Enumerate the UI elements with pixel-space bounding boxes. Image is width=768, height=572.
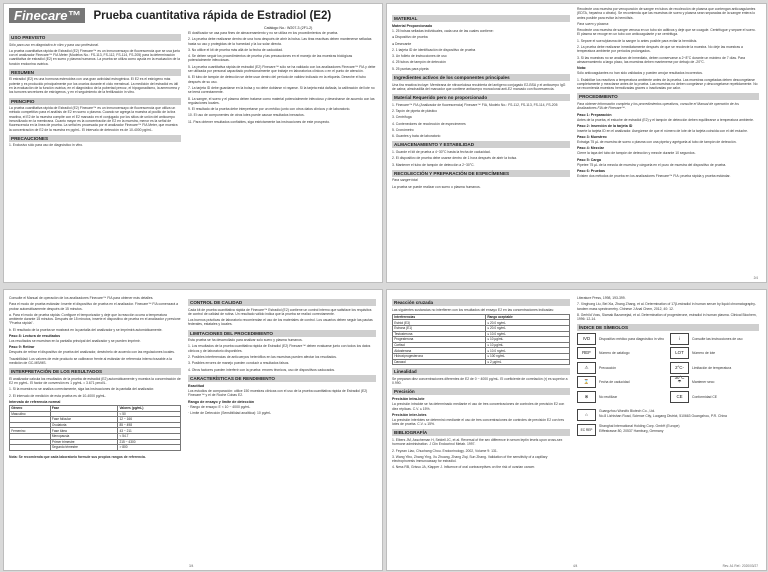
table-cell: ≤ 20.0 ng/mL <box>486 325 570 331</box>
ec-rep-text <box>599 424 679 436</box>
table-cell: ≤ 10 µg/mL <box>486 342 570 348</box>
step-heading: Paso 3: Muestreo <box>577 135 607 140</box>
symbol-row <box>577 347 666 359</box>
paragraph: La prueba cuantitativa rápida de Estradiol (E2) Finecare™ es un inmunoensayo de fluorescencia que utiliza un método competitivo para el análisis de E2 en suero o plasma. Cuando se agrega la muestra al pocillo de la tira reactiva, el E2 de la muestra compite con el E2 marcado en el conjugado por los sitios de unión del anticuerpo inmovilizado en la membrana. Cuanto mayor es la concentración de E2 en la muestra, menor es la señal de fluorescencia en la línea de prueba. La señal es procesada por el analizador Finecare™ FIA Meter, que muestra la concentración de E2 de la muestra en pg/mL. El intervalo de detección es de 10-4000 pg/mL. <box>9 106 178 132</box>
step-text: Antes de la prueba, el estuche de estradiol (E2) y el tampón de detección deben equilibrarse a temperatura ambiente. <box>577 117 754 122</box>
paragraph: Cada kit de prueba cuantitativa rápida de Finecare™ Estradiol (E2) contiene un control interno que satisface los requisitos de control de calidad de rutina. Un resultado válido indica que la prueba se realizó correctamente. <box>188 307 372 316</box>
paragraph: La precisión interlotes se determinó mediante el uso de tres concentraciones de controles de precisión E2 con tres lotes de prueba. C.V. ≤ 15%. <box>392 417 565 427</box>
table-cell: Fase folicular <box>50 417 118 423</box>
finecare-logo: Finecare™ <box>9 8 85 23</box>
paragraph: La prueba se puede realizar con suero o plasma humanos. <box>392 184 481 189</box>
table-cell: Testosterona <box>393 331 486 337</box>
table-cell: Estriol (E3) <box>393 320 486 326</box>
table-cell: Danazol <box>393 359 486 365</box>
italic-paragraph: Para suero y plasma: <box>577 21 610 26</box>
section-heading: Ingredientes activos de los componentes principales <box>392 74 570 81</box>
manufacturer-text <box>599 409 727 421</box>
paragraph: 1. 25 bolsas selladas individuales, cada una de las cuales contiene: <box>392 29 494 33</box>
paragraph: 2. El dispositivo de prueba debe usarse dentro de 1 hora después de abrir la bolsa. <box>392 156 517 161</box>
table-cell: Masculino <box>10 411 51 417</box>
paragraph: 1. Los resultados de la prueba cuantitativa rápida de Estradiol (E2) Finecare™ deben evaluarse junto con todos los datos clínicos y de laboratorio disponibles. <box>188 344 371 353</box>
symbol-icon: LOT <box>670 347 689 359</box>
page-number: 2/4 <box>753 276 758 280</box>
paragraph: 1. Si la muestra no se analiza correctamente, siga las instrucciones de la pantalla del analizador. <box>9 387 155 392</box>
table-cell: Primer trimestre <box>50 439 118 445</box>
table-header-cell: Rango aceptable <box>486 314 570 320</box>
note-heading: Nota: <box>577 66 587 71</box>
italic-paragraph: Para obtener información completa y los procedimientos operativos, consulte el Manual de operación de los Analizadores FIA de Finecare™. <box>577 101 739 111</box>
section-heading: ALMACENAMIENTO Y ESTABILIDAD <box>392 141 570 148</box>
manufacturer-line: Guangzhou Wondfo Biotech Co., Ltd. <box>599 409 656 414</box>
precaution-item: 10. El uso de componentes de otros lotes puede causar resultados inexactos. <box>188 113 305 118</box>
symbol-label: Consulte las instrucciones de uso <box>692 336 743 341</box>
symbol-label: Número de catálogo <box>599 351 630 356</box>
paragraph: b. El resultado de la prueba se mostrará en la pantalla del analizador y se imprimirá automáticamente. <box>9 327 163 332</box>
page-4 <box>386 289 767 571</box>
symbol-label: Fecha de caducidad <box>599 380 630 385</box>
section-heading: BIBLIOGRAFÍA <box>392 429 570 436</box>
symbol-icon: CE <box>670 391 689 403</box>
paragraph: Los estudios de comparación: utilice 150 muestras clínicas con el uso de la prueba cuantitativa rápida de Estradiol (E2) Finecare™ y el de Roche Cobas E2. <box>188 388 368 398</box>
paragraph: Consulte el Manual de operación de los analizadores Finecare™ FIA para obtener más detalles. <box>9 296 154 300</box>
symbol-label: Dispositivo médico para diagnóstico in vitro <box>599 336 665 341</box>
table-header-cell: Fase <box>50 405 118 411</box>
symbol-label: No reutilizar <box>599 394 618 399</box>
symbol-row <box>670 362 759 380</box>
italic-paragraph: Sólo para uso en diagnóstico in vitro y para uso profesional. <box>9 42 99 47</box>
table-cell: Aldosterona <box>393 348 486 354</box>
table-cell: 215 ~ 4300 <box>118 439 181 445</box>
paragraph: 2. La prueba debe realizarse inmediatamente después de que se recolecte la muestra. No deje las muestras a temperatura ambiente por períodos prolongados. <box>577 45 743 54</box>
section-heading: MATERIAL <box>392 15 570 22</box>
paragraph: a. Para el modo de prueba rápida: Configure el temporizador y deje que la reacción ocurra a temperatura ambiente durante 15 minutos. Después de 15 minutos, inserte el dispositivo de prueba en el analizador y presione "Prueba rápida". <box>9 312 181 326</box>
paragraph: 1. Finecare™ FIA (Analizador de fluorescencia) Finecare™ FIA, Modelo No.: FS-112, FS-113, FS-114, FS-205 <box>392 102 558 107</box>
symbol-row <box>577 391 666 403</box>
step-text: Extraiga 75 µL de muestra de suero o plasma con una pipeta y agréguela al tubo de tampón de detección. <box>577 140 737 145</box>
table-cell: < 50 <box>118 411 181 417</box>
page-4-right-column <box>577 296 759 570</box>
section-heading: RECOLECCIÓN Y PREPARACIÓN DE ESPECÍMENES <box>392 170 570 177</box>
paragraph: 4. Ness RB, Grisso JA, Klapper J. Influence of oral contraceptives on the risk of ovarian cancer. <box>392 465 536 470</box>
table-cell: ≤ 10.0 ng/mL <box>486 331 570 337</box>
paragraph: 4. 25 tubos de tampón de detección <box>392 60 446 65</box>
page-2-right-column <box>577 7 759 282</box>
table-cell: Fase lútea <box>50 428 118 434</box>
symbol-icon: ☂ <box>670 376 689 388</box>
table-cell: Progesterona <box>393 337 486 343</box>
subsection-heading: Exactitud <box>188 383 205 388</box>
section-heading: INTERPRETACIÓN DE LOS RESULTADOS <box>9 368 181 375</box>
page-1 <box>3 3 383 283</box>
table-cell: Hidroxiprogesterona <box>393 353 486 359</box>
table-cell: ≤ 10 µg/mL <box>486 337 570 343</box>
paragraph: Una tira reactiva incluye: Membrana de nitrocelulosa recubierta del antígeno conjugado E2-BSA y el anticuerpo IgG de cabra; almohadilla del marcador que contiene anticuerpo monoclonal anti-E2 marcado con fluorescencia. <box>392 82 566 91</box>
ec-rep-block <box>577 424 759 436</box>
symbol-icon: i <box>670 333 689 345</box>
subsection-heading: Material Proporcionado <box>392 24 433 28</box>
table-cell: 85 ~ 498 <box>118 422 181 428</box>
table-row <box>393 359 570 365</box>
table-cell: 43 ~ 211 <box>118 428 181 434</box>
step-heading: Paso 5: Carga <box>577 157 601 162</box>
section-heading: CARACTERÍSTICAS DE RENDIMIENTO <box>188 375 376 382</box>
ec-rep-icon: EC REP <box>577 424 596 436</box>
symbol-label: Número de lote <box>692 351 716 356</box>
section-heading: USO PREVISTO <box>9 34 181 41</box>
italic-paragraph: Para sangre total <box>392 178 418 183</box>
paragraph: · Límite de Detección (Sensibilidad analítica): 10 pg/mL <box>188 410 272 415</box>
paragraph: 5. Cronómetro <box>392 127 414 132</box>
subsection-heading: Rango de ensayo y límite de detección <box>188 399 255 404</box>
paragraph: 4. Otros factores pueden interferir con la prueba: errores técnicos, uso de dispositivos caducados. <box>188 367 336 372</box>
table-header-cell: Valores (pg/mL) <box>118 405 181 411</box>
subsection-heading: Precisión inter-lotes <box>392 412 427 417</box>
precaution-item: 3. No utilice el kit de prueba más allá de la fecha de caducidad. <box>188 47 283 52</box>
paragraph: Sólo anticoagulantes no han sido validados y pueden arrojar resultados incorrectos. <box>577 71 703 76</box>
page-1-right-column <box>188 31 376 282</box>
section-heading: PROCEDIMIENTO <box>577 93 759 100</box>
paragraph: Para el modo de prueba estándar: Inserte el dispositivo de prueba en el analizador. Finecare™ FIA comenzará a probar automáticamente después de 15 minutos. <box>9 302 179 311</box>
table-cell: Ovulatoria <box>50 422 118 428</box>
step-text: Inserte la tarjeta ID en el analizador. Asegúrese de que el número de lote de la tarjeta coincida con el del estuche. <box>577 128 748 133</box>
cross-reactivity-table <box>392 314 570 365</box>
paragraph: El analizador calcula los resultados de la prueba de estradiol (E2) automáticamente y muestra la concentración de E2 en pg/mL. El factor de conversión es 1 pg/mL = 3.671 pmol/L. <box>9 376 181 386</box>
paragraph: · Rango de ensayo: E < 10 ~ 4000 pg/mL <box>188 404 251 409</box>
paragraph: 2. Posibles interferencias de anticuerpos heterófilos en las muestras pueden afectar los resultados. <box>188 355 337 360</box>
paragraph: 2. El intervalo de medición de esta prueba es de 10-4000 pg/mL. <box>9 393 107 398</box>
section-heading: Precisión <box>392 388 570 395</box>
symbol-row <box>670 347 759 359</box>
step-text: Existen dos métodos de prueba en los analizadores Finecare™ FIA: prueba rápida y prueba estándar. <box>577 174 731 179</box>
paragraph: 4. Contenedores de recolección de especímenes <box>392 121 466 126</box>
page-number: 3/4 <box>189 564 194 568</box>
precaution-item: 4. Se deben seguir los procedimientos de prueba y las precauciones en el manejo de las muestras biológicas potencialmente infecciosas. <box>188 54 353 63</box>
precaution-item: 8. La sangre, el suero y el plasma deben tratarse como material potencialmente infeccioso y desecharse de acuerdo con las regulaciones locales. <box>188 96 375 105</box>
paragraph: Esta prueba se ha desarrollado para analizar solo suero y plasma humanos. <box>188 338 303 343</box>
paragraph: 3. Si las muestras no se analizan de inmediato, deben conservarse a 2~8°C durante un máximo de 7 días. Para almacenamiento a largo plazo, las muestras deben mantenerse por debajo de -20°C. <box>577 55 746 64</box>
step-heading: Paso 1: Preparación <box>577 112 612 117</box>
manufacturer-line: No.8 Lizhishan Road, Science City, Luogang District, 510663 Guangzhou, P.R. China <box>599 413 727 418</box>
paragraph: El estradiol (E2) es una hormona esteroidea con una gran actividad estrogénica. El E2 es el estrógeno más potente y es producido principalmente por los ovarios durante el ciclo menstrual. La medición del estradiol es útil en la evaluación de la función ovárica, en el diagnóstico de la pubertad precoz, el hipogonadismo, la amenorrea y los tumores secretores de estrógenos, y en el seguimiento de la fertilización in vitro. <box>9 77 180 95</box>
table-cell: Segundo trimestre <box>50 445 118 451</box>
subsection-heading: Precisión intra-lote <box>392 397 425 402</box>
page-2-left-column <box>392 12 570 282</box>
section-heading: ÍNDICE DE SÍMBOLOS <box>577 324 759 331</box>
paragraph: 1. Guarde el kit de prueba a 4~30°C hasta la fecha de caducidad. <box>392 149 491 154</box>
precaution-item: 11. Para obtener resultados confiables, siga estrictamente las instrucciones de este prospecto. <box>188 119 331 124</box>
symbol-label: Conformidad CE <box>692 394 718 399</box>
precaution-item: 6. El tubo de tampón de detección se debe usar dentro del período de validez indicado en la etiqueta. Deseche el tubo después de su uso. <box>188 75 366 84</box>
paragraph: 3. Posibles errores de manejo pueden conducir a resultados falsos. <box>188 361 290 366</box>
paragraph: 1. Separe el suero/plasma de la sangre lo antes posible para evitar la hemólisis. <box>577 38 698 43</box>
section-heading: Linealidad <box>392 368 570 375</box>
paragraph: ● Dispositivo de prueba <box>392 35 428 40</box>
precaution-item: 2. La prueba debe realizarse dentro de una hora después de abrir la bolsa. Las tiras reactivas deben mantenerse selladas hasta su uso y protegidas de la humedad y la luz solar directa. <box>188 37 372 46</box>
document-title: Prueba cuantitativa rápida de Estradiol (E2) <box>93 9 332 22</box>
note-text: Nota: Se recomienda que cada laboratorio formule sus propios rangos de referencia. <box>9 454 146 459</box>
precaution-item: El dosificador se usa para fines de almacenamiento y no se utiliza en los procedimientos de prueba. <box>188 31 339 35</box>
paragraph: 2. Feyzan Liao, Chuchang Chou. Endocrinology. 2002, Volume 9: 131. <box>392 448 498 453</box>
precaution-item: 7. La tarjeta ID debe guardarse en la bolsa y no debe doblarse ni rayarse. Si la tarjeta está dañada, la calibración del lote no se leerá correctamente. <box>188 85 375 95</box>
symbol-icon: IVD <box>577 333 596 345</box>
table-cell <box>10 445 51 451</box>
paragraph: 3. Wang Yibo, Zhang Ying, Xu Zhuang, Zhang Ziqi, Sun Zhang. Validation of the sensitivity of a capillary electrophoresis immunoassay for estradiol. <box>392 454 548 464</box>
catalog-number: Catálogo No.: W207-3 (2F1-2) <box>264 26 313 30</box>
paragraph: 5. 25 puntas para pipeta <box>392 66 429 71</box>
step-heading: Paso 9: Retirar <box>9 345 35 350</box>
ec-rep-line: Eiffestrasse 80, 20537 Hamburg, Germany <box>599 428 664 433</box>
bibliography-item: 8. Gerhild Voss, Siamak Bazarnejad, et al. Determination of progesterone, estradiol in human plasma. Clinical Biochem, 1996: 12-14. <box>577 312 757 322</box>
symbol-icon: ⚠ <box>577 362 596 374</box>
paragraph: 3. Mantener el tubo de tampón de detección a 2~30°C. <box>392 162 475 167</box>
traceability-text: Trazabilidad: Los valores de este producto se calibraron frente al estándar de referencia interno trazable a la medición de GC-MS/MS. <box>9 356 172 365</box>
symbol-icon: 2°C-30°C <box>670 362 689 374</box>
step-heading: Paso 8: Lectura de resultados <box>9 334 61 339</box>
section-heading: Reacción cruzada <box>392 299 570 306</box>
table-cell: Cortisol <box>393 342 486 348</box>
symbol-icon: ⊗ <box>577 391 596 403</box>
paragraph: Las siguientes sustancias no interfieren con los resultados del ensayo E2 en las concentraciones indicadas: <box>392 307 554 312</box>
paragraph: 3. Centrífuga <box>392 115 412 120</box>
symbol-row <box>577 376 666 388</box>
factory-icon: ⌂ <box>577 409 596 421</box>
step-text: Cierre la tapa del tubo de tampón de detección y mezcle durante 10 segundos. <box>577 151 696 156</box>
table-cell: ≤ 100 ng/mL <box>486 353 570 359</box>
section-heading: PRECAUCIONES <box>9 135 181 142</box>
symbol-row <box>577 333 666 345</box>
paragraph: Recolecte una muestra por venopunción de sangre en tubos de recolección de plasma que contengan anticoagulantes (EDTA, heparina o citrato). Se recomienda que las muestras de suero y plasma sean separadas de la sangre entera lo antes posible para evitar la hemólisis. <box>577 7 756 20</box>
paragraph: Recolecte una muestra de sangre venosa en un tubo sin aditivos y deje que se coagule. Centrifugue y separe el suero. El plasma se recoge en un tubo con anticoagulante y se centrifuga. <box>577 28 756 37</box>
table-cell: ≤ 2 µg/mL <box>486 359 570 365</box>
paragraph: La precisión intralote se ha determinado mediante el uso de tres concentraciones de controles de precisión E2 con diez réplicas. C.V. ≤ 15%. <box>392 402 565 411</box>
bibliography-item: 7. Xinghong Liu, Bei Xia, Zhang Zhang, et al. Determination of 17β-estradiol in human serum by liquid chromatography-tandem mass spectrometry. Chinese J Anal Chem, 2012, 40: 12. <box>577 302 757 311</box>
table-cell: Menopausia <box>50 433 118 439</box>
paragraph: 1. Elbers JM, Asscheman H, Seidell JC, et al. Reversal of the sex difference in serum leptin levels upon cross-sex hormone administration. J Clin Endocrinol Metab. 1997. <box>392 437 563 447</box>
table-cell: ≤ 20.0 ng/mL <box>486 320 570 326</box>
paragraph: Los buenos prácticas de laboratorio recomiendan el uso de los materiales de control. Los usuarios deben seguir las pautas federales, estatales y locales. <box>188 318 373 327</box>
step-heading: Paso 6: Pruebas <box>577 169 605 174</box>
table-row <box>10 445 181 451</box>
section-heading: Material Requerido pero no proporcionado <box>392 94 570 101</box>
section-heading: LIMITACIONES DEL PROCEDIMIENTO <box>188 330 376 337</box>
table-cell: > 800 <box>118 445 181 451</box>
revision-label: Rev. A1 Ref.: 2020/03/27 <box>722 564 758 568</box>
symbol-row <box>577 362 666 374</box>
symbol-label: Mantener seco <box>692 380 715 385</box>
page-3-left-column <box>9 296 181 570</box>
ec-rep-line: Shanghai International Holding Corp. GmbH (Europe) <box>599 424 680 429</box>
bibliography-item: Literature Press, 1998, 193-399. <box>577 296 626 300</box>
table-cell: < 54.7 <box>118 433 181 439</box>
table-cell: Estrona (E1) <box>393 325 486 331</box>
table-cell: Femenino <box>10 428 51 434</box>
paragraph: 3. Un folleto de instrucciones de uso <box>392 54 447 59</box>
table-cell: ≤ 10.0 ng/mL <box>486 348 570 354</box>
paragraph: 2. 1 tarjeta ID de identificación de dispositivo de prueba <box>392 47 476 52</box>
section-heading: RESUMEN <box>9 69 181 76</box>
page-1-left-column <box>9 31 181 282</box>
symbol-row <box>670 391 759 403</box>
page-3 <box>3 289 383 571</box>
table-cell: 12 ~ 166 <box>118 417 181 423</box>
reference-range-table <box>9 405 181 451</box>
manufacturer-block <box>577 409 759 421</box>
symbol-icon: ⌛ <box>577 376 596 388</box>
symbol-label: Precaución <box>599 365 616 370</box>
section-heading: PRINCIPIO <box>9 98 181 105</box>
symbol-row <box>670 376 759 388</box>
paragraph: La prueba cuantitativa rápida de Estradiol (E2) Finecare™ es un inmunoensayo de fluorescencia que se usa junto con el analizador Finecare™ FIA Meter (Modelos No.: FS-113, FS-112, FS-114, FS-205) para la determinación cuantitativa de estradiol (E2) en suero y plasma humanos. La prueba se utiliza como ayuda en la evaluación de la función endocrina ovárica. <box>9 48 181 66</box>
section-heading: CONTROL DE CALIDAD <box>188 299 376 306</box>
page-2 <box>386 3 767 283</box>
table-caption: Intervalo de referencia normal <box>9 399 61 404</box>
symbol-icon: REF <box>577 347 596 359</box>
paragraph: ● Desecante <box>392 41 412 46</box>
symbol-row <box>670 333 759 345</box>
step-text: Pipetee 75 µL de la mezcla de muestra y cárguela en el pozo de muestra del dispositivo de prueba. <box>577 162 727 167</box>
symbols-grid <box>577 333 759 406</box>
page-number: 4/4 <box>573 564 578 568</box>
paragraph: 1. Estabilice los reactivos a temperatura ambiente antes de la prueba. Las muestras congeladas deben descongelarse completamente y mezclarse antes de la prueba. Las muestras no deben congelarse y descongelarse repetidamente. No se recomienda muestras hemolizadas graves o inactivadas por calor. <box>577 77 758 91</box>
paragraph: 2. Tapón de pipeta de plástico <box>392 108 437 113</box>
step-heading: Paso 4: Mezclar <box>577 146 604 151</box>
precaution-item: 5. La prueba cuantitativa rápida de estradiol (E2) Finecare™ sólo se ha validado con los analizadores Finecare™ FIA y debe ser utilizada por personal capacitado profesionalmente que trabaje en laboratorios clínicos o en el punto de atención. <box>188 64 376 74</box>
paragraph: 6. Guantes y bata de laboratorio <box>392 134 441 139</box>
header <box>9 8 331 23</box>
step-text: Los resultados se muestran en la pantalla principal del analizador y se pueden imprimir. <box>9 339 141 344</box>
page-3-right-column <box>188 296 376 570</box>
paragraph: Se preparan diez concentraciones diferentes de E2 de 0 ~ 4000 pg/mL. El coeficiente de correlación (r) es superior a 0.990. <box>392 376 568 385</box>
symbol-label: Limitación de temperatura <box>692 365 732 370</box>
page-4-left-column <box>392 296 570 570</box>
paragraph: 1. Exclusivo sólo para uso de diagnóstico in vitro. <box>9 143 84 148</box>
table-header-cell: Interferencias <box>393 314 486 320</box>
step-heading: Paso 2: Inserción de la tarjeta ID <box>577 123 633 128</box>
step-text: Después de retirar el dispositivo de prueba del analizador, deséchelo de acuerdo con las regulaciones locales. <box>9 350 175 355</box>
precaution-item: 9. El resultado de la prueba debe interpretarse por un médico junto con otros datos clínicos y de laboratorio. <box>188 107 351 112</box>
table-header-cell: Género <box>10 405 51 411</box>
